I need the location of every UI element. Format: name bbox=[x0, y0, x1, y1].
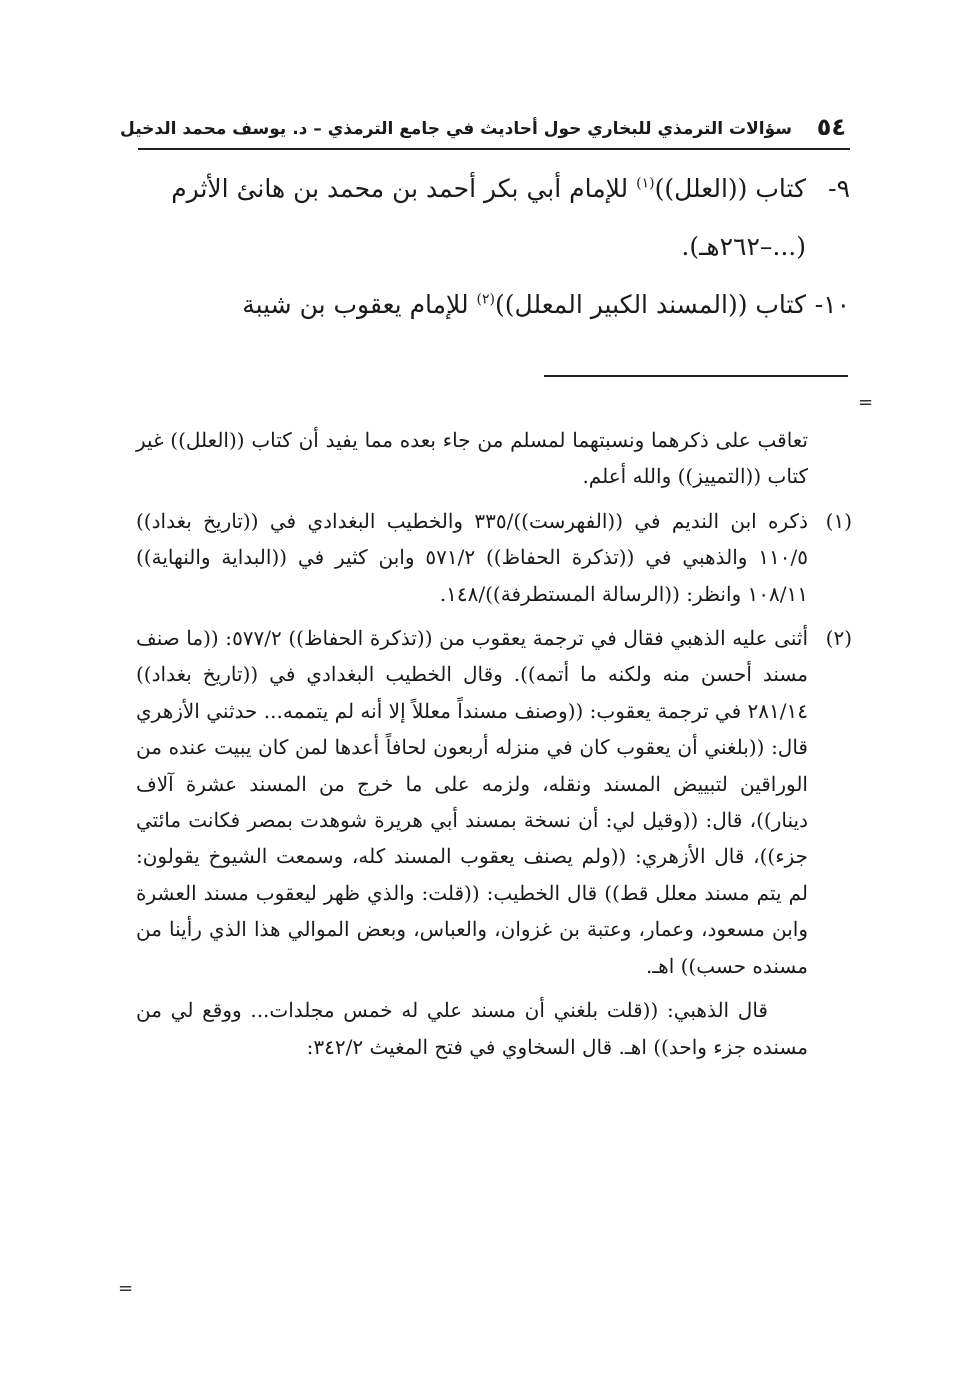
footnote-continuation: تعاقب على ذكرهما ونسبتهما لمسلم من جاء بعده مما يفيد أن كتاب ((العلل)) غير كتاب ((التمييز)) والله أعلم. bbox=[136, 428, 808, 489]
item-text-rest: للإمام يعقوب بن شيبة bbox=[242, 290, 477, 319]
footnote-ref-1: (١) bbox=[636, 175, 655, 192]
footnote-2 bbox=[136, 620, 852, 984]
footnote-number: (١) bbox=[825, 508, 852, 533]
footnote-separator bbox=[544, 375, 848, 377]
footnotes bbox=[136, 422, 852, 1065]
continuation-mark-top: = bbox=[858, 392, 874, 413]
footnote-text: أثنى عليه الذهبي فقال في ترجمة يعقوب من ((تذكرة الحفاظ)) ٥٧٧/٢: ((ما صنف مسند أحسن منه ولكنه ما أتمه)). وقال الخطيب البغدادي في ((تاريخ بغداد)) ٢٨١/١٤ في ترجمة يعقوب: ((وصنف مسنداً معللاً إلا أنه لم يتممه... حدثني الأزهري قال: ((بلغني أن يعقوب كان في منزله أربعون لحافاً أعدها لمن كان يبيت عنده من الوراقين لتبييض المسند ونقله، ولزمه على ما خرج من المسند عشرة آلاف دينار))، قال: ((وقيل لي: أن نسخة بمسند أبي هريرة شوهدت بمصر فكانت مائتي جزء))، قال الأزهري: ((ولم يصنف يعقوب المسند كله، وسمعت الشيوخ يقولون: لم يتم مسند معلل قط)) قال الخطيب: ((قلت: والذي ظهر ليعقوب مسند العشرة وابن مسعود، وعمار، وعتبة بن غزوان، والعباس، وبعض الموالي هذا الذي رأينا من مسنده حسب)) اهـ. bbox=[136, 626, 809, 978]
page-header bbox=[120, 108, 850, 150]
main-text bbox=[134, 160, 850, 334]
footnote-text: ذكره ابن النديم في ((الفهرست))/٣٣٥ والخطيب البغدادي في ((تاريخ بغداد)) ١١٠/٥ والذهبي في ((تذكرة الحفاظ)) ٥٧١/٢ وابن كثير في ((البداية والنهاية)) ١٠٨/١١ وانظر: ((الرسالة المستطرفة))/١٤٨. bbox=[136, 508, 808, 606]
page-number: ٥٤ bbox=[816, 113, 846, 141]
footnote-2-paragraph: قال الذهبي: ((قلت بلغني أن مسند علي له خمس مجلدات... ووقع لي من مسنده جزء واحد)) اهـ. قال السخاوي في فتح المغيث ٣٤٢/٢: bbox=[136, 998, 808, 1059]
item-number: ٩- bbox=[828, 174, 850, 203]
footnote-number: (٢) bbox=[825, 626, 852, 651]
continuation-mark-bottom: = bbox=[118, 1278, 134, 1299]
running-title: سؤالات الترمذي للبخاري حول أحاديث في جامع الترمذي – د. يوسف محمد الدخيل bbox=[120, 119, 792, 139]
item-text: كتاب ((المسند الكبير المعلل)) bbox=[495, 290, 806, 319]
list-item-9 bbox=[134, 160, 850, 276]
item-continuation: (...–٢٦٢هـ). bbox=[681, 232, 806, 261]
footnote-ref-2: (٢) bbox=[476, 291, 496, 308]
item-text: كتاب ((العلل)) bbox=[654, 174, 806, 203]
item-text-rest: للإمام أبي بكر أحمد بن محمد بن هانئ الأثرم bbox=[171, 174, 637, 203]
list-item-10 bbox=[134, 276, 850, 334]
footnote-1 bbox=[136, 503, 852, 612]
item-number: ١٠- bbox=[814, 290, 850, 319]
